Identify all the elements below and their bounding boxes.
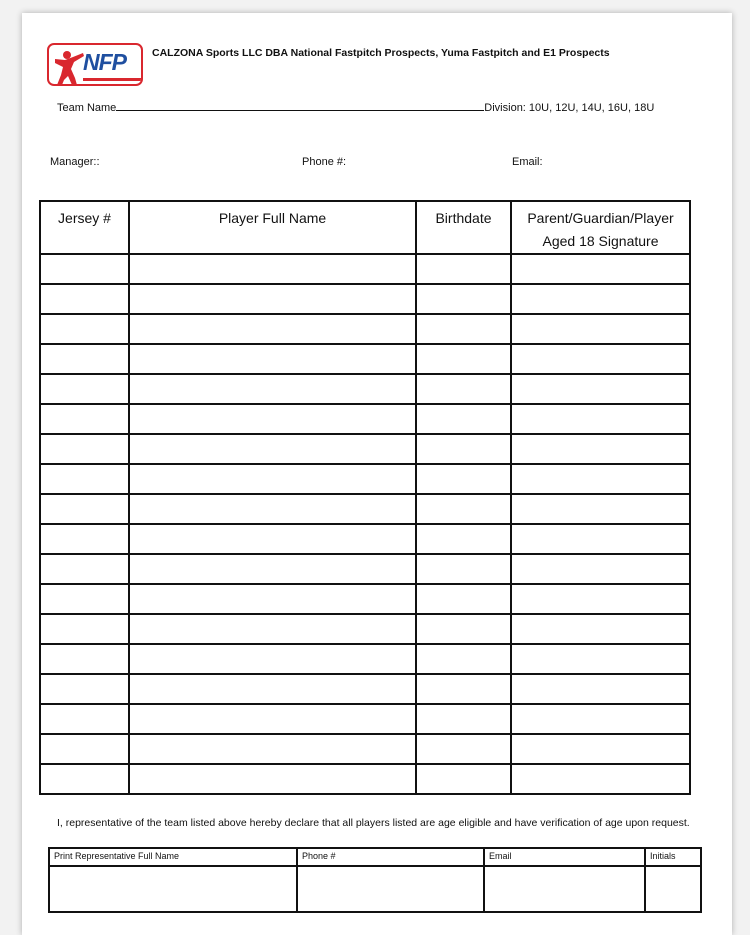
signature-cell[interactable] [511,314,690,344]
signature-cell[interactable] [511,584,690,614]
player-name-cell[interactable] [129,554,416,584]
table-row [40,284,690,314]
organization-title: CALZONA Sports LLC DBA National Fastpitch Prospects, Yuma Fastpitch and E1 Prospects [152,47,610,59]
jersey-cell[interactable] [40,254,129,284]
representative-header-row [49,848,701,866]
table-row [40,674,690,704]
player-name-cell[interactable] [129,374,416,404]
table-row [40,374,690,404]
table-row [40,584,690,614]
signature-cell[interactable] [511,674,690,704]
player-name-cell[interactable] [129,464,416,494]
roster-table [39,200,691,795]
table-row [40,704,690,734]
signature-cell[interactable] [511,374,690,404]
jersey-cell[interactable] [40,404,129,434]
birthdate-cell[interactable] [416,464,511,494]
table-row [40,464,690,494]
player-name-cell[interactable] [129,674,416,704]
birthdate-cell[interactable] [416,284,511,314]
rep-initials-header: Initials [645,848,701,866]
jersey-cell[interactable] [40,524,129,554]
player-name-cell[interactable] [129,734,416,764]
table-row [40,554,690,584]
signature-cell[interactable] [511,254,690,284]
player-name-cell[interactable] [129,764,416,794]
player-name-cell[interactable] [129,644,416,674]
birthdate-cell[interactable] [416,434,511,464]
rep-name-cell[interactable] [49,866,297,912]
player-name-cell[interactable] [129,344,416,374]
signature-cell[interactable] [511,464,690,494]
rep-initials-cell[interactable] [645,866,701,912]
birthdate-header: Birthdate [416,201,511,254]
jersey-cell[interactable] [40,644,129,674]
signature-cell[interactable] [511,704,690,734]
player-name-cell[interactable] [129,584,416,614]
player-name-header: Player Full Name [129,201,416,254]
player-name-cell[interactable] [129,314,416,344]
table-row [40,404,690,434]
jersey-cell[interactable] [40,764,129,794]
jersey-cell[interactable] [40,374,129,404]
signature-cell[interactable] [511,734,690,764]
birthdate-cell[interactable] [416,764,511,794]
phone-label: Phone #: [302,156,347,168]
representative-entry-row [49,866,701,912]
team-name-field[interactable] [57,100,654,114]
birthdate-cell[interactable] [416,374,511,404]
birthdate-cell[interactable] [416,494,511,524]
jersey-cell[interactable] [40,734,129,764]
birthdate-cell[interactable] [416,704,511,734]
signature-cell[interactable] [511,404,690,434]
player-name-cell[interactable] [129,494,416,524]
table-row [40,614,690,644]
jersey-cell[interactable] [40,554,129,584]
birthdate-cell[interactable] [416,614,511,644]
rep-phone-header: Phone # [297,848,484,866]
signature-cell[interactable] [511,434,690,464]
jersey-cell[interactable] [40,614,129,644]
signature-cell[interactable] [511,344,690,374]
roster-form-page [22,13,732,935]
jersey-cell[interactable] [40,464,129,494]
roster-body [40,254,690,794]
signature-cell[interactable] [511,554,690,584]
jersey-cell[interactable] [40,674,129,704]
jersey-cell[interactable] [40,584,129,614]
birthdate-cell[interactable] [416,404,511,434]
birthdate-cell[interactable] [416,644,511,674]
jersey-cell[interactable] [40,494,129,524]
table-row [40,254,690,284]
birthdate-cell[interactable] [416,344,511,374]
signature-cell[interactable] [511,284,690,314]
birthdate-cell[interactable] [416,584,511,614]
table-row [40,494,690,524]
player-name-cell[interactable] [129,404,416,434]
birthdate-cell[interactable] [416,254,511,284]
player-name-cell[interactable] [129,434,416,464]
birthdate-cell[interactable] [416,524,511,554]
table-row [40,524,690,554]
birthdate-cell[interactable] [416,674,511,704]
table-row [40,344,690,374]
team-name-blank[interactable] [116,100,484,111]
table-row [40,734,690,764]
rep-email-header: Email [484,848,645,866]
signature-cell[interactable] [511,494,690,524]
table-row [40,434,690,464]
division-text: Division: 10U, 12U, 14U, 16U, 18U [484,102,655,114]
roster-header-row [40,201,690,254]
team-name-label: Team Name [57,102,117,114]
jersey-cell[interactable] [40,344,129,374]
player-name-cell[interactable] [129,704,416,734]
signature-cell[interactable] [511,524,690,554]
birthdate-cell[interactable] [416,554,511,584]
player-name-cell[interactable] [129,284,416,314]
email-label: Email: [512,156,543,168]
signature-header: Parent/Guardian/Player Aged 18 Signature [511,201,690,254]
rep-phone-cell[interactable] [297,866,484,912]
representative-table [48,847,702,913]
rep-name-header: Print Representative Full Name [49,848,297,866]
table-row [40,314,690,344]
player-name-cell[interactable] [129,524,416,554]
signature-cell[interactable] [511,614,690,644]
signature-cell[interactable] [511,644,690,674]
jersey-cell[interactable] [40,704,129,734]
rep-email-cell[interactable] [484,866,645,912]
signature-cell[interactable] [511,764,690,794]
jersey-cell[interactable] [40,434,129,464]
table-row [40,644,690,674]
birthdate-cell[interactable] [416,734,511,764]
jersey-cell[interactable] [40,314,129,344]
jersey-cell[interactable] [40,284,129,314]
table-row [40,764,690,794]
birthdate-cell[interactable] [416,314,511,344]
logo-text: NFP [83,49,126,75]
manager-label: Manager:: [50,156,100,168]
jersey-header: Jersey # [40,201,129,254]
nfp-logo [47,43,143,86]
declaration-text: I, representative of the team listed above hereby declare that all players listed are age eligible and have verification of age upon request. [57,817,690,829]
player-name-cell[interactable] [129,254,416,284]
player-name-cell[interactable] [129,614,416,644]
